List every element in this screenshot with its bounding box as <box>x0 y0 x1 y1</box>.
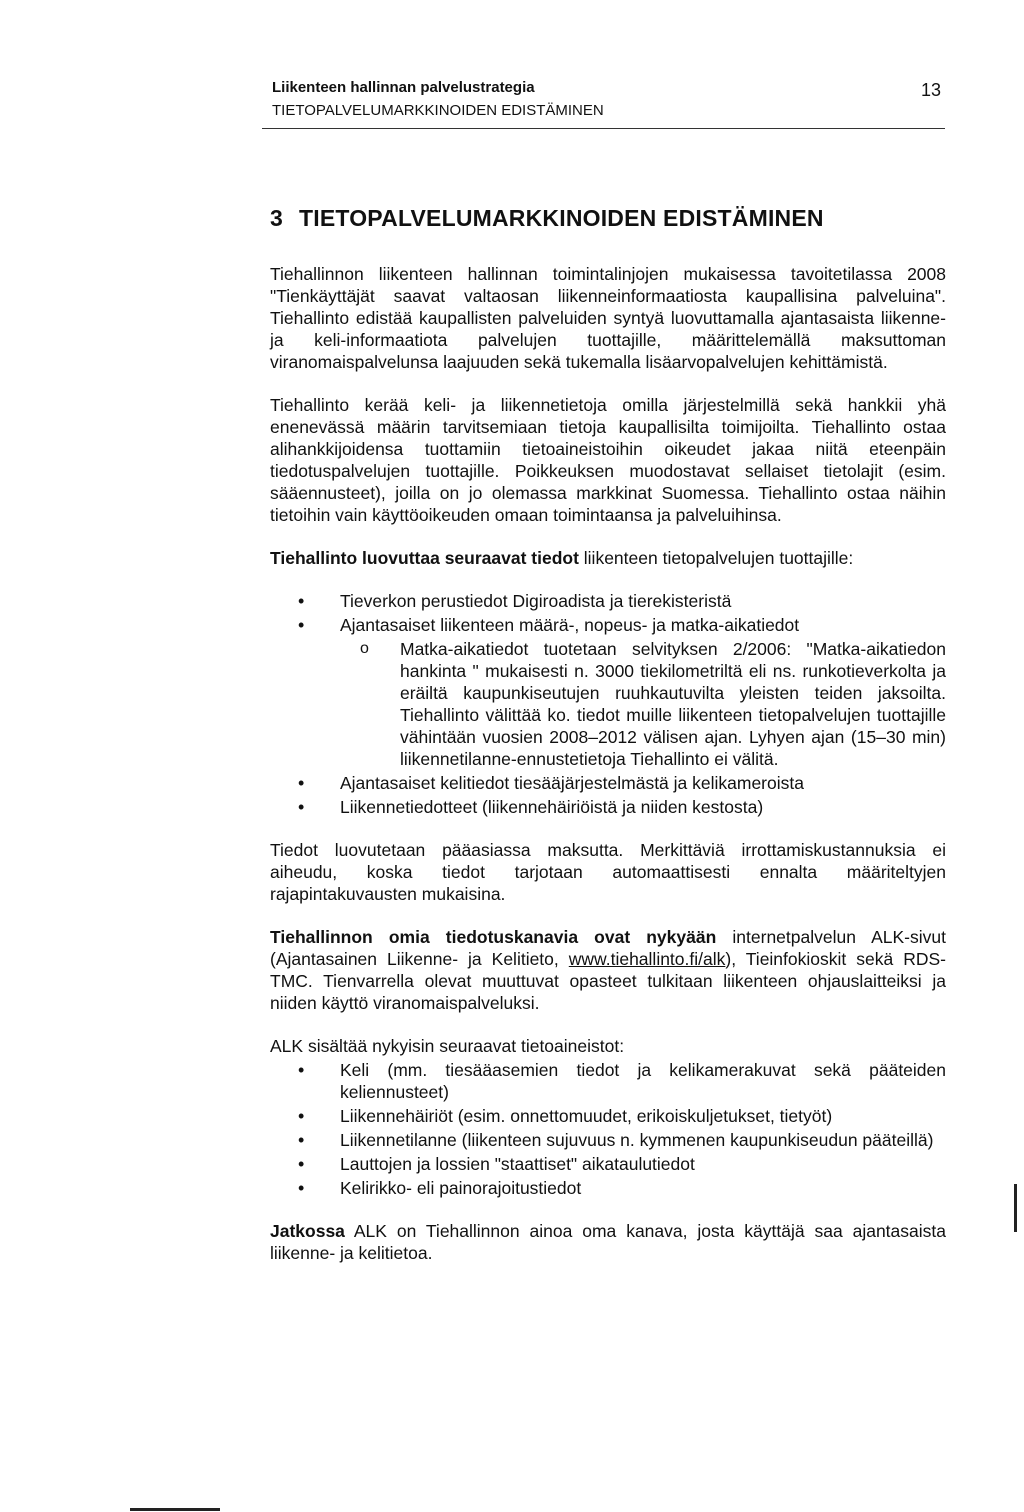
paragraph-bold-lead: Tiehallinnon omia tiedotuskanavia ovat nykyään <box>270 927 717 947</box>
paragraph-channels <box>270 926 946 1014</box>
alk-datasets-list <box>270 1059 946 1199</box>
scan-bottom-mark <box>130 1508 220 1511</box>
paragraph-text: liikenteen tietopalvelujen tuottajille: <box>578 548 854 568</box>
list-item: • Liikennetilanne (liikenteen sujuvuus n. kymmenen kaupunkiseudun pääteillä) <box>270 1129 946 1151</box>
scan-margin-mark <box>1014 1184 1017 1232</box>
header-divider <box>262 128 945 129</box>
paragraph-text: internetpalvelun ALK-sivut (Ajantasainen Liikenne- ja Kelitieto, <box>270 927 946 969</box>
list-item: • Liikennehäiriöt (esim. onnettomuudet, erikoiskuljetukset, tietyöt) <box>270 1105 946 1127</box>
list-item-text: Ajantasaiset liikenteen määrä-, nopeus- ja matka-aikatiedot <box>340 615 800 635</box>
released-data-list <box>270 590 946 818</box>
page-number: 13 <box>921 80 942 100</box>
running-header-title: Liikenteen hallinnan palvelustrategia <box>272 79 535 96</box>
paragraph-pricing: Tiedot luovutetaan pääasiassa maksutta. Merkittäviä irrottamiskustannuksia ei aiheudu, koska tiedot tarjotaan automaattisesti ennalta määriteltyjen rajapintakuvausten mukaisina. <box>270 840 946 904</box>
running-header-subtitle: TIETOPALVELUMARKKINOIDEN EDISTÄMINEN <box>272 102 604 119</box>
list-item: • Keli (mm. tiesääasemien tiedot ja kelikamerakuvat sekä pääteiden keliennusteet) <box>270 1059 946 1103</box>
section-heading <box>270 203 946 233</box>
list-item: • Ajantasaiset kelitiedot tiesääjärjestelmästä ja kelikameroista <box>270 772 946 794</box>
list-item: • Tieverkon perustiedot Digiroadista ja tierekisteristä <box>270 590 946 612</box>
list-item: • Liikennetiedotteet (liikennehäiriöistä ja niiden kestosta) <box>270 796 946 818</box>
paragraph-text: ), Tieinfokioskit sekä RDS-TMC. Tienvarrella olevat muuttuvat opasteet tulkitaan liikenteen ohjauslaitteiksi ja niiden käyttö viranomaispalveluksi. <box>270 949 946 1013</box>
section-number: 3 <box>270 205 283 231</box>
paragraph-future <box>270 1220 946 1264</box>
paragraph-bold-lead: Jatkossa <box>270 1221 345 1241</box>
list-item: • Lauttojen ja lossien "staattiset" aikataulutiedot <box>270 1153 946 1175</box>
section-title: TIETOPALVELUMARKKINOIDEN EDISTÄMINEN <box>299 205 824 231</box>
list-item <box>270 614 946 770</box>
paragraph-text: ALK on Tiehallinnon ainoa oma kanava, josta käyttäjä saa ajantasaista liikenne- ja kelitietoa. <box>270 1221 946 1263</box>
sub-list <box>340 638 946 770</box>
list-item: • Kelirikko- eli painorajoitustiedot <box>270 1177 946 1199</box>
main-content <box>270 203 946 1285</box>
paragraph-bold-lead: Tiehallinto luovuttaa seuraavat tiedot <box>270 548 579 568</box>
alk-link[interactable]: www.tiehallinto.fi/alk <box>568 949 726 969</box>
paragraph-alk-intro: ALK sisältää nykyisin seuraavat tietoaineistot: <box>270 1036 625 1056</box>
paragraph-intro: Tiehallinnon liikenteen hallinnan toimintalinjojen mukaisessa tavoitetilassa 2008 "Tienkäyttäjät saavat valtaosan liikenneinformaatiosta kaupallisina palveluina". Tiehallinto edistää kaupallisten palveluiden syntyä luovuttamalla ajantasaista liikenne- ja keli-informaatiota palvelujen tuottajille, määrittelemällä maksuttoman viranomaispalvelunsa laajuuden sekä tukemalla lisäarvopalvelujen kehittämistä. <box>270 264 946 372</box>
paragraph-data-collection: Tiehallinto kerää keli- ja liikennetietoja omilla järjestelmillä sekä hankkii yhä enenevässä määrin tarvitsemiaan tietoja kaupallisilta toimijoilta. Tiehallinto ostaa alihankkijoidensa tuottamiin tietoaineistoihin oikeudet jakaa niitä eteenpäin tiedotuspalvelujen tuottajille. Poikkeuksen muodostavat sellaiset tietolajit (esim. sääennusteet), joilla on jo olemassa markkinat Suomessa. Tiehallinto ostaa näihin tietoihin vain käyttöoikeuden omaan toimintaansa ja palveluihinsa. <box>270 395 946 525</box>
sub-list-item: o Matka-aikatiedot tuotetaan selvityksen 2/2006: "Matka-aikatiedon hankinta " mukaisesti n. 3000 tiekilometriltä eli ns. runkotieverkolta ja eräiltä kaupunkiseutujen ruuhkautuvilta yleisten teiden jaksoilta. Tiehallinto välittää ko. tiedot muille liikenteen tietopalvelujen tuottajille vähintään vuosien 2008–2012 välisen ajan. Lyhyen ajan (15–30 min) liikennetilanne-ennustetietoja Tiehallinto ei välitä. <box>340 638 946 770</box>
paragraph-data-release <box>270 547 946 569</box>
